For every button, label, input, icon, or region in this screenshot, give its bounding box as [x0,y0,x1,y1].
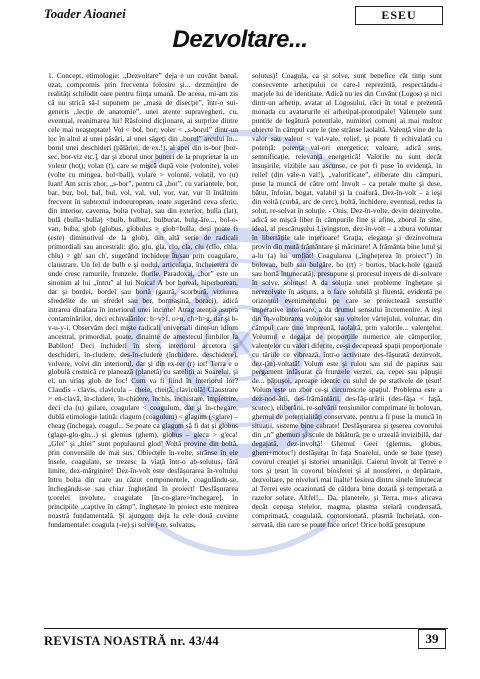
author-name: Toader Aioanei [44,6,126,21]
journal-footer: REVISTA NOASTRĂ nr. 43/44 [44,634,219,648]
text-column-right [252,71,442,624]
paragraph: solutus)! Coagula, ca şi solve, sunt benefice cât timp sunt consecvente arhetipului ce care-l reprezintă, respectându-i marjele lui de identitate. Adică nu ies din Cuvânt (Logos) şi nici dintr-un arhetip, avatar al Logosului, căci în total e prezentă monada cu avatarurile ei arhetipal-prototipale! Valenţele sunt puntile de legătură potentiale, numitori comuni ai mai multor obiecte în câmpul care le ţine strânse laolaltă. Valenţă vine de la valor sau valeur < val-vale, relief, şi poate fi echivalată cu potenţă: potenţa val-ori energetice; valoare, adică sens, semnificaţie, relevanţă energetică! Valorile nu sunt decât însuşirile, vizibile sau ascunse, ce pot fi puse în evidenţă, în relief (din vale-n val!), „valorificate”, eliberate din câmpuri, puse la muncă de către om! Involt – ca petale multe şi dese, bătut, înfoiat, bogat, valabil şi la coafură. Dez-în-volt – a ieşi din voltă (curbă, arc de cerc), boltă, închidere, eventual, redus la solut, re-solvat în soluţie. - Onis. Dez-în-volte, devin dezinvolte, adică se mişcă liber în câmpurile fine şi afine, zborul în sine, ideal, al pescăruşului Livingston, dez-în-volt – a zbura voluntar în libertăţile tale interioare! Graţia, eleganţa şi dezinvoltura provin din mută frământare şi măcinare! A frământa bine lutul şi a-lu (a) lui umflat! Coagularea („înghețerea în proiect”) în bolovan, bulb sau bulgăre, bo (rt) > bortos, black-hole (gaură sau bortă întunecată), presupune şi procesul invers de di-solvare în solve, solutus! A da soluţia unei probleme înghețate şi nerezolvate în ascuns, a o face solubilă şi fluentă, evidentă pe orizontul evenimentului pe care se proiectează sensurile imperative interioare, a da drumul sensului încremenire. A ieşi din în-volburarea volutelor sau voltelor vârtejului, voluntar, din câmpul care ţine împreună, laolaltă, prin valorile... valenţelor. Volumul e degajat de proporţiile numerice ale câmpurilor, valenţelor cu valori diferite, ce-şi decupează spaţii proporţionale cu tăriile ce vibrează, într-o activitate des-făşurată dezinvolt, dez-(în)-voltată! Volum este şi rulou sau sul de papirus sau pergament înfăşurat ca frunzele verzei, ca, cepei sau păpuşii de... păpuşoi, aproape identic cu sulul de pe statlvele de ţesut! Volum este un zbor ce-şi circumscrie spaţiul. Problema este a dez-nod-ării, des-frământării, des-făş-urării (des-făşa < faşă, scutec), eliberării, re-solvării tensiunilor comprimate în bolovan, ghemul de potenţialităţi conservate, pentru a fi puse la muncă în situaţii, sisteme bine cabrate! Desfăşurarea şi ţeserea covorului din „n” ghemuri şi scule de bătătură, pe o urzeală invizibilă, dar degajată, dez-involtă! Ghemul Geei (glemus, globus, ghem+motoc!) desfăşurat în faţa Soarelui, unde se bate (ţese) covorul creaţiei şi istoriei umanităţii. Caierul învolt al Terrei e tors şi ţesut în covorul biosferei şi al noosferei, o depărtare, dezvoltare, pe niveluri mai înalte! Iesirea dintru sinele întunecat al Terrei este ocazionată de căldura bine dozată şi temperată a razelor solare. Altfel!... Da, planetele, şi Terra, mu-s alicava decât cenuşa stelelor, magma, plasma stelară condensată, comprimată, coagulată, contorsionată, plasmă încheiată, con-servată, din care se poate face orice! Orice boltă presupune [252,71,442,530]
paragraph: 1. Concept, etimologie: „Dezvoltare” deja e un cuvânt banal, uzat, compromis prin frecventa folosire şi... dezminţire de realităţi schilodit oare pentru fiinţa umană. De aceea, mi-am zis că nu strică să-l supunem pe „masa de disecţie”, într-o sui-generis „lecţie de anatomie”, unei atente supravegheri, cu, eventual, reanimarea lui! Răsfoind dicţionare, ai surprize dintre cele mai neaşteptate! Vol < bol, bor; voler < „s-borul” dintr-un loc în altul al unei păsări, al unei săgeţi din „borul” arcului în... borul unei deschideri (pălăriei, de ex.!), al apei din is-bor [bor-sec, bor-viz etc.], dar şi zborul unor bunuri de la proprietar la un voleur (hoţ); volan (t), care se mişcă după voie (voloníte), volei (volte cu mingea, bol<ball), volare > volonté, volatil, vo (u) luan! Am scris zbor, „s-bor”, pentru că „bor”, cu variantele, bor, bar, bur, bol, bal, bul, vol, val, vul, vor, var, vur îl întâlnim frecvent în subtextul indoeuropean, toate sugerând ceva sferic, din interior, caverna, bolta (volta), sau din exterior, bulla (lat), bulă (bulla<bulla) <bulb, bulbuc, bulbucat, bulg-ăre..., bol-o-van, buba, glob (globus, globulus > glob=bulla, deşi poate fi (este) diminutivul de la glob), din altă serie de radicali primordiali sau ancestrali: glo, glu, gla, clo, cla, clu (cllo, chla, chlu) > gh' sau ch', sugerând închidere în/sau prin coagulare, claustrare. Un fel de bulb e şi nodul, articulaţia, încheietura de unde cresc ramurile, frunzele, florile. Paradoxal, „bor” este un sinonim al lui „întru” al lui Noica! A bor boreal, hiperborean, dar şi bordei, bordel sau bortă (gaură, scorbură, viziunea sfredelite de un sfredel sau bor, bormaşină, boraci), adică intrarea dinafara în interiorul unei incinte! Atrag atenţia asupra contaminărilor, deci echivalărilor: b>v>f, o>u, ch>h>g, dar şi b-v-u-y-i. Observăm deci mişte radicali universali dintr-un idiom ancestral, primordial, poate, dinainte de amestecul limbilor la Babilon! Deci închideri în sfere, interiorul accetora şi deschideri, în-cludere, des-în-cludere (închidere, deschidere), volvere, volvi din interiorul, dar şi din ex-ter (r) ior! Terra e o globulă cosmică ce planează (planetă) cu sateliţii ai Soarelui, şi el, un uriaş glob de foc! Cum va fi fiind în interiorul lor? Claudis - clavis, clavicula – cheie, cheiţă, claviculă! Claustrare > en-clavă, în-cludere, în-chidere, închis, închistare, împietrire, deci cla (u) gulare, coagulare < coagulum, dar şi în-chegare, dublă etimologie latină: clagum (coagulum) < glagum (<glare) – cheag (închega), coagul... Se poate ca glagum să fi dat şi globus (glage-glo-glu...) şi glemus (ghem), globus – gleca > g'eca! „Glei” şi „hlei” sunt populaurul glod! Voltă provine din boltă, prin conversiile de mai sus. Obiectele în-volte, strânse în ele însele, coagulate, se trezesc la viaţă într-o ab-solutus, fără limite, dez-mărginire! Dez-în-volt este desfăşurarea în-voltului întru bolta din care au căzut componentele, coagulându-se, închegându-se sau chiar înghețând în proiect! Desfăşurarea ţcorelei involute, coagulate [în-co-glare>închegare], în principiile „captive în cămp”, înghețate în proiect este menirea noastră fundamentală. Şi ajungem deja la cele două cuvinte fundamentale: coagula (-re) şi solve (-re, solvatus, [48,71,238,530]
text-column-left [48,71,238,624]
footer-divider [44,628,448,629]
page-number: 39 [418,629,446,649]
section-label: ESEU [355,6,443,25]
article-title: Dezvoltare... [172,26,308,53]
